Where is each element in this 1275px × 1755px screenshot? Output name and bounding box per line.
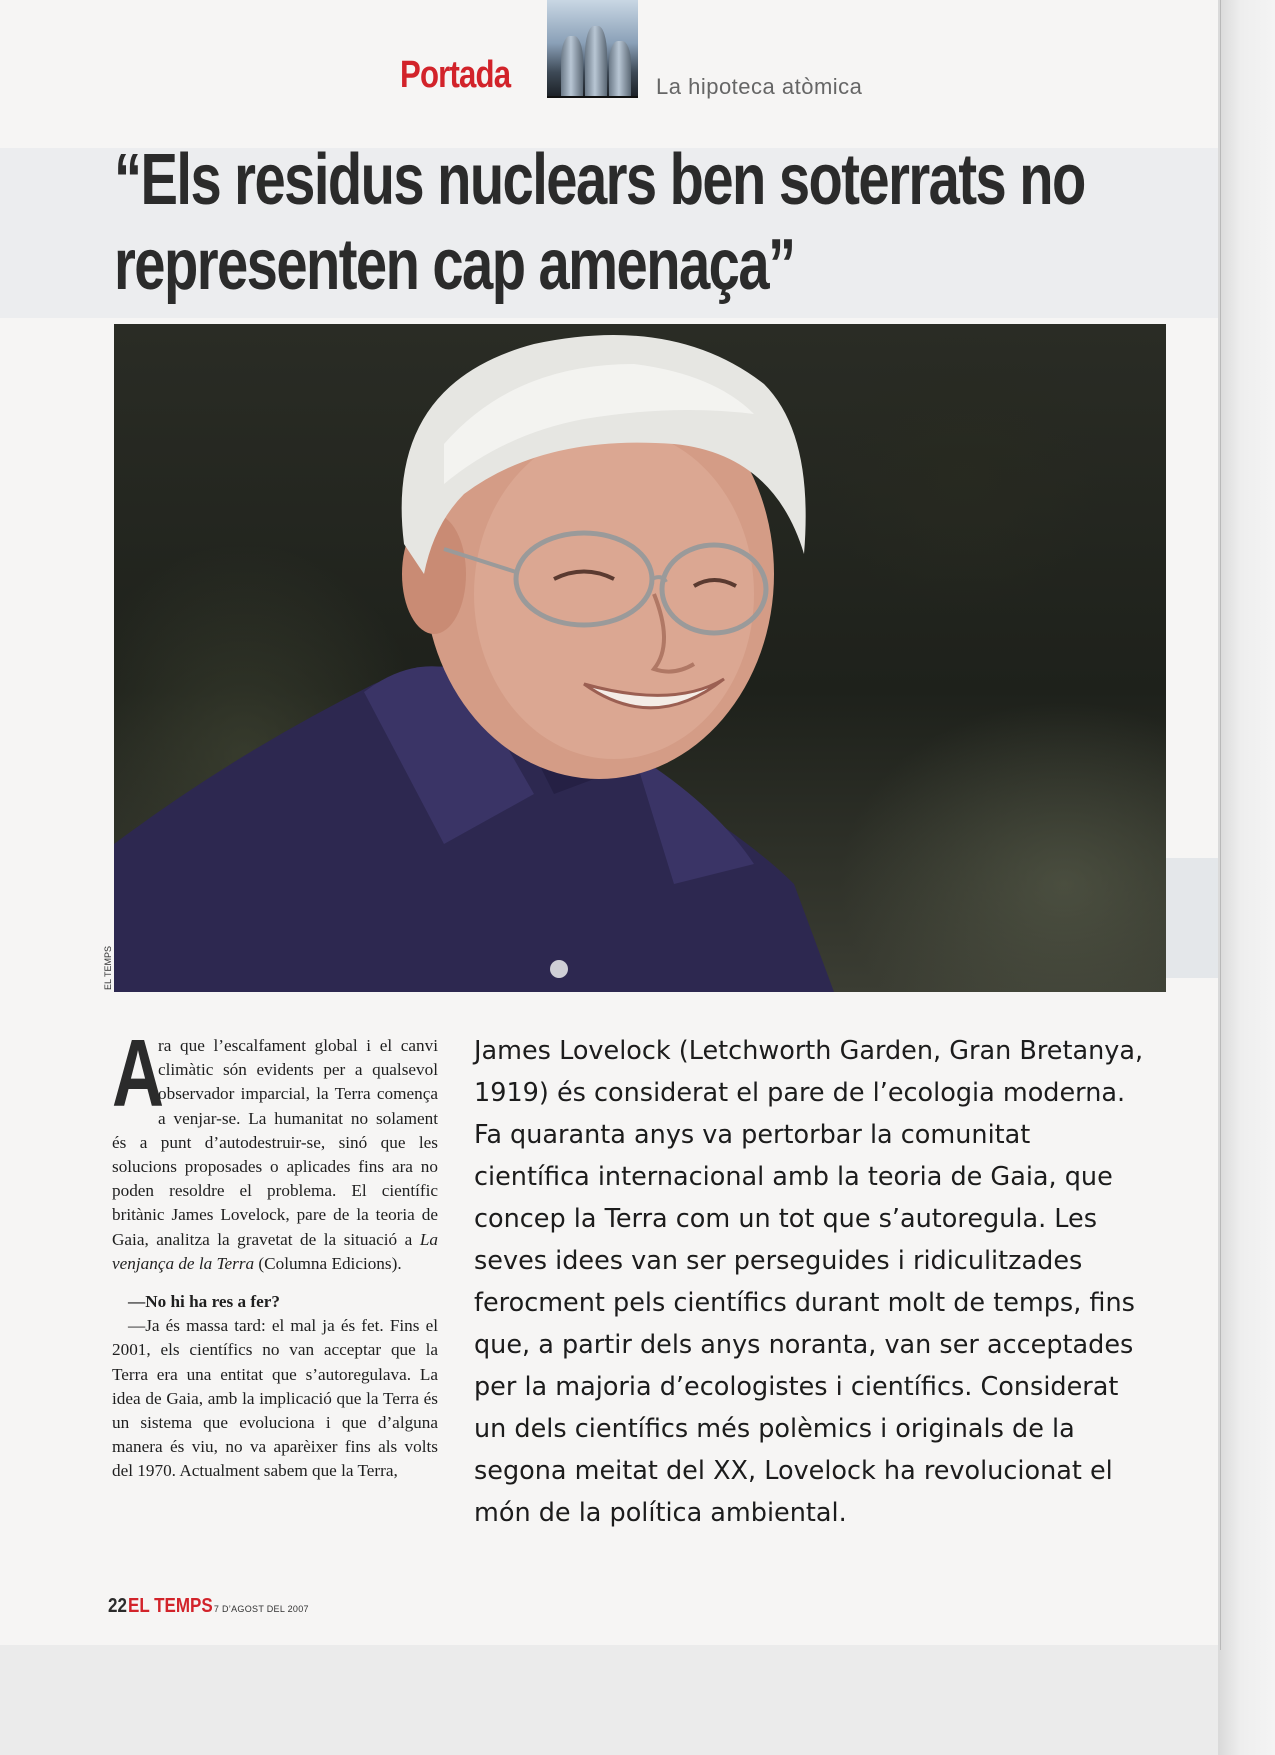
subsection-label: La hipoteca atòmica bbox=[656, 74, 863, 99]
publisher-text: (Columna Edicions). bbox=[254, 1253, 402, 1273]
section-header bbox=[400, 0, 863, 100]
page-footer bbox=[108, 1595, 309, 1618]
headline-line-1: “Els residus nuclears ben soterrats no bbox=[114, 140, 1085, 220]
issue-date: 7 D’AGOST DEL 2007 bbox=[213, 1604, 309, 1614]
drop-cap: A bbox=[112, 1020, 164, 1127]
interview-question: —No hi ha res a fer? bbox=[128, 1292, 280, 1312]
headline bbox=[114, 138, 1085, 308]
article-body-column bbox=[112, 1020, 438, 1484]
lead-paragraph: James Lovelock (Letchworth Garden, Gran Bretanya, 1919) és considerat el pare de l’ecologia moderna. Fa quaranta anys va pertorbar la comunitat científica internacional amb la teoria de Gaia, que concep la Terra com un tot que s’autoregula. Les seves idees van ser perseguides i ridiculitzades ferocment pels científics durant molt de temps, fins que, a partir dels anys noranta, van ser acceptades per la majoria d’ecologistes i científics. Considerat un dels científics més polèmics i originals de la segona meitat del XX, Lovelock ha revolucionat el món de la política ambiental. bbox=[474, 1036, 1144, 1528]
cooling-towers-photo bbox=[547, 0, 638, 98]
book-title: La venjança de la Terra bbox=[112, 1229, 438, 1273]
page-number: 22 bbox=[108, 1595, 127, 1617]
adjacent-page-edge bbox=[1218, 0, 1275, 1755]
section-label: Portada bbox=[400, 54, 511, 96]
interview-answer: —Ja és massa tard: el mal ja és fet. Fins el 2001, els científics no van acceptar que la Terra era una entitat que s’autoregulava. La idea de Gaia, amb la implicació que la Terra és un sistema que evoluciona i que d’alguna manera és viu, no va aparèixer fins als volts del 1970. Actualment sabem que la Terra, bbox=[112, 1316, 438, 1481]
headline-line-2: representen cap amenaça” bbox=[114, 225, 795, 305]
magazine-name: EL TEMPS bbox=[128, 1595, 213, 1617]
intro-text: ra que l’escalfament global i el canvi climàtic són evidents per a qualsevol observador imparcial, la Terra comença a venjar-se. La humanitat no solament és a punt d’autodestruir-se, sinó que les solucions proposades o aplicades fins ara no poden resoldre el problema. El científic britànic James Lovelock, pare de la teoria de Gaia, analitza la gravetat de la situació a bbox=[112, 1036, 438, 1249]
scan-margin bbox=[0, 1645, 1218, 1755]
portrait-photo bbox=[114, 324, 1166, 992]
